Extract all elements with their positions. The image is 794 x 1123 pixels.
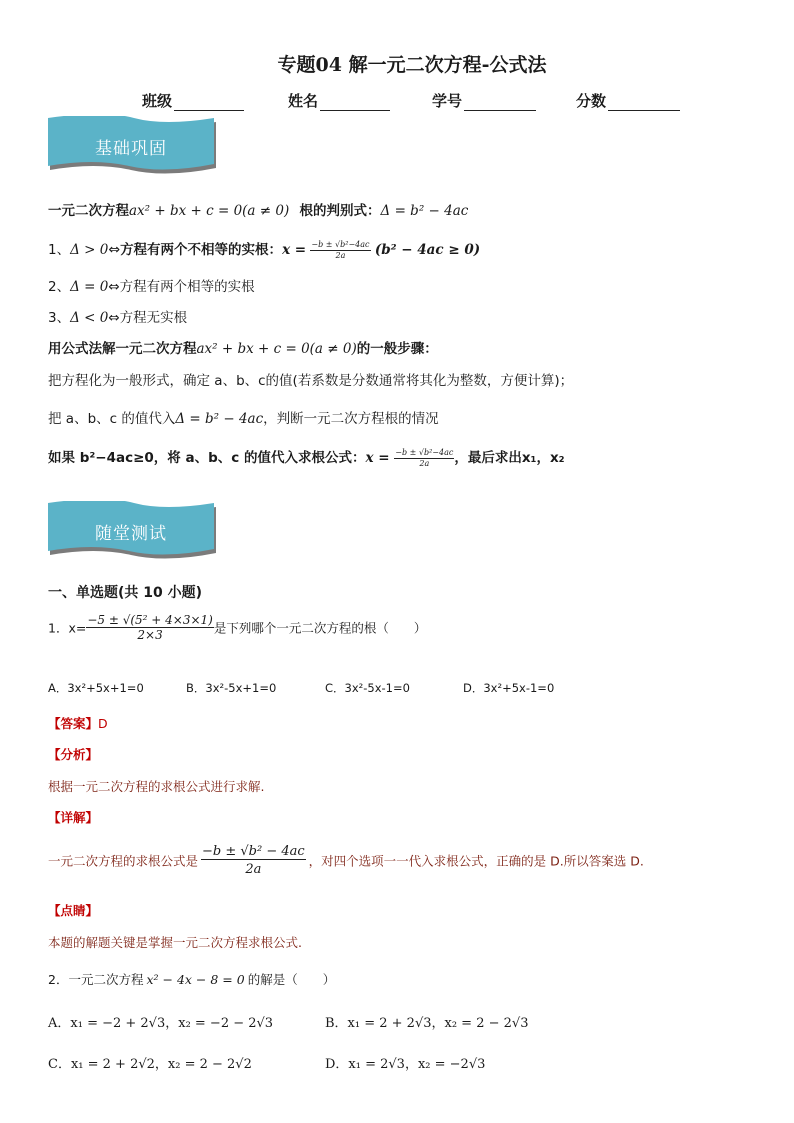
double-arrow-icon: ⇔ (108, 242, 121, 258)
root-formula-num: −b ± √b²−4ac (311, 239, 370, 249)
step-3-x: x = (365, 450, 390, 466)
steps-heading (48, 337, 438, 357)
steps-suffix: 的一般步骤： (356, 341, 438, 357)
case-1-text: 方程有两个不相等的实根： (120, 242, 283, 258)
q2-option-a[interactable]: A．x₁ = −2 + 2√3，x₂ = −2 − 2√3 (48, 1016, 274, 1031)
banner-label: 随堂测试 (95, 524, 167, 544)
q2-equation: x² − 4x − 8 = 0 (146, 972, 245, 987)
q1-option-d[interactable]: D．3x²+5x-1=0 (463, 681, 555, 695)
section-heading: 一、单选题(共 10 小题) (48, 585, 203, 601)
detail-den: 2a (245, 862, 262, 877)
step-2-prefix: 把 a、b、c 的值代入 (48, 411, 176, 427)
q1-answer (48, 714, 108, 732)
q1-number: 1．x= (48, 620, 87, 636)
root-formula-fraction (310, 241, 370, 260)
class-label: 班级 (142, 92, 173, 110)
step-3-suffix: ，最后求出x₁，x₂ (454, 450, 565, 466)
score-blank[interactable] (608, 94, 680, 111)
answer-value: D (98, 716, 108, 731)
detail-num: −b ± √b² − 4ac (202, 844, 305, 859)
q1-frac-num: −5 ± √(5² + 4×3×1) (87, 613, 213, 627)
double-arrow-icon: ⇔ (108, 279, 120, 295)
steps-equation: ax² + bx + c = 0(a ≠ 0) (196, 341, 357, 357)
section-banner-basics (46, 116, 216, 176)
step-2 (48, 407, 439, 427)
step-3-den: 2a (419, 458, 430, 468)
root-formula-den: 2a (335, 250, 346, 260)
case-2-number: 2、 (48, 279, 71, 295)
discriminant-line (48, 199, 468, 219)
banner-label: 基础巩固 (95, 139, 167, 159)
id-blank[interactable] (464, 94, 536, 111)
comment-label: 【点睛】 (48, 903, 99, 918)
discriminant-label: 根的判别式： (299, 203, 381, 219)
q2-option-d[interactable]: D．x₁ = 2√3，x₂ = −2√3 (325, 1057, 486, 1072)
case-1-condition-tail: (b² − 4ac ≥ 0) (374, 242, 481, 258)
step-3 (48, 446, 565, 468)
case-3-number: 3、 (48, 310, 71, 326)
case-1-condition: Δ > 0 (70, 242, 109, 258)
score-field[interactable] (576, 90, 680, 111)
case-2-condition: Δ = 0 (70, 279, 109, 295)
class-blank[interactable] (174, 94, 244, 111)
score-label: 分数 (576, 92, 607, 110)
class-field[interactable] (142, 90, 244, 111)
page-title: 专题04 解一元二次方程-公式法 (277, 54, 547, 76)
question-1 (48, 614, 426, 641)
step-2-formula: Δ = b² − 4ac (175, 411, 264, 427)
analysis-text: 根据一元二次方程的求根公式进行求解. (48, 779, 265, 794)
question-2 (48, 970, 335, 988)
step-3-prefix: 如果 b²−4ac≥0，将 a、b、c 的值代入求根公式： (48, 450, 366, 466)
answer-label: 【答案】 (48, 716, 99, 731)
detail-label: 【详解】 (48, 810, 99, 825)
id-label: 学号 (432, 92, 463, 110)
discriminant-formula: Δ = b² − 4ac (380, 203, 469, 219)
steps-prefix: 用公式法解一元二次方程 (48, 341, 197, 357)
quadratic-equation: ax² + bx + c = 0(a ≠ 0) (129, 203, 290, 219)
detail-fraction (201, 845, 306, 876)
step-1: 把方程化为一般形式，确定 a、b、c的值(若系数是分数通常将其化为整数，方便计算)； (48, 373, 574, 389)
q2-option-b[interactable]: B．x₁ = 2 + 2√3，x₂ = 2 − 2√3 (325, 1016, 529, 1031)
q1-option-b[interactable]: B．3x²-5x+1=0 (186, 681, 277, 695)
case-1-x: x = (282, 242, 307, 258)
case-3-condition: Δ < 0 (70, 310, 109, 326)
q2-suffix: 的解是（ ） (247, 972, 336, 987)
case-3 (48, 306, 187, 326)
id-field[interactable] (432, 90, 536, 111)
case-2 (48, 275, 255, 295)
section-banner-test (46, 501, 216, 561)
step-3-num: −b ± √b²−4ac (395, 447, 454, 457)
q1-option-a[interactable]: A．3x²+5x+1=0 (48, 681, 144, 695)
name-field[interactable] (288, 90, 390, 111)
q2-prefix: 2．一元二次方程 (48, 972, 144, 987)
step-2-suffix: ，判断一元二次方程根的情况 (263, 411, 439, 427)
double-arrow-icon: ⇔ (108, 310, 120, 326)
q2-option-c[interactable]: C．x₁ = 2 + 2√2，x₂ = 2 − 2√2 (48, 1057, 252, 1072)
q1-text: 是下列哪个一元二次方程的根（ ） (213, 620, 427, 636)
case-1 (48, 238, 480, 260)
case-1-number: 1、 (48, 242, 71, 258)
step-3-fraction (394, 449, 454, 468)
q1-fraction (86, 614, 214, 641)
comment-text: 本题的解题关键是掌握一元二次方程求根公式. (48, 935, 302, 950)
name-label: 姓名 (288, 92, 319, 110)
name-blank[interactable] (320, 94, 390, 111)
discriminant-prefix: 一元二次方程 (48, 203, 129, 219)
case-2-text: 方程有两个相等的实根 (119, 279, 255, 295)
q1-option-c[interactable]: C．3x²-5x-1=0 (325, 681, 410, 695)
analysis-label: 【分析】 (48, 747, 99, 762)
q1-frac-den: 2×3 (137, 628, 163, 642)
detail-suffix: ，对四个选项一一代入求根公式，正确的是 D.所以答案选 D. (308, 853, 644, 869)
detail-text (48, 845, 644, 876)
detail-prefix: 一元二次方程的求根公式是 (48, 853, 199, 869)
case-3-text: 方程无实根 (119, 310, 188, 326)
